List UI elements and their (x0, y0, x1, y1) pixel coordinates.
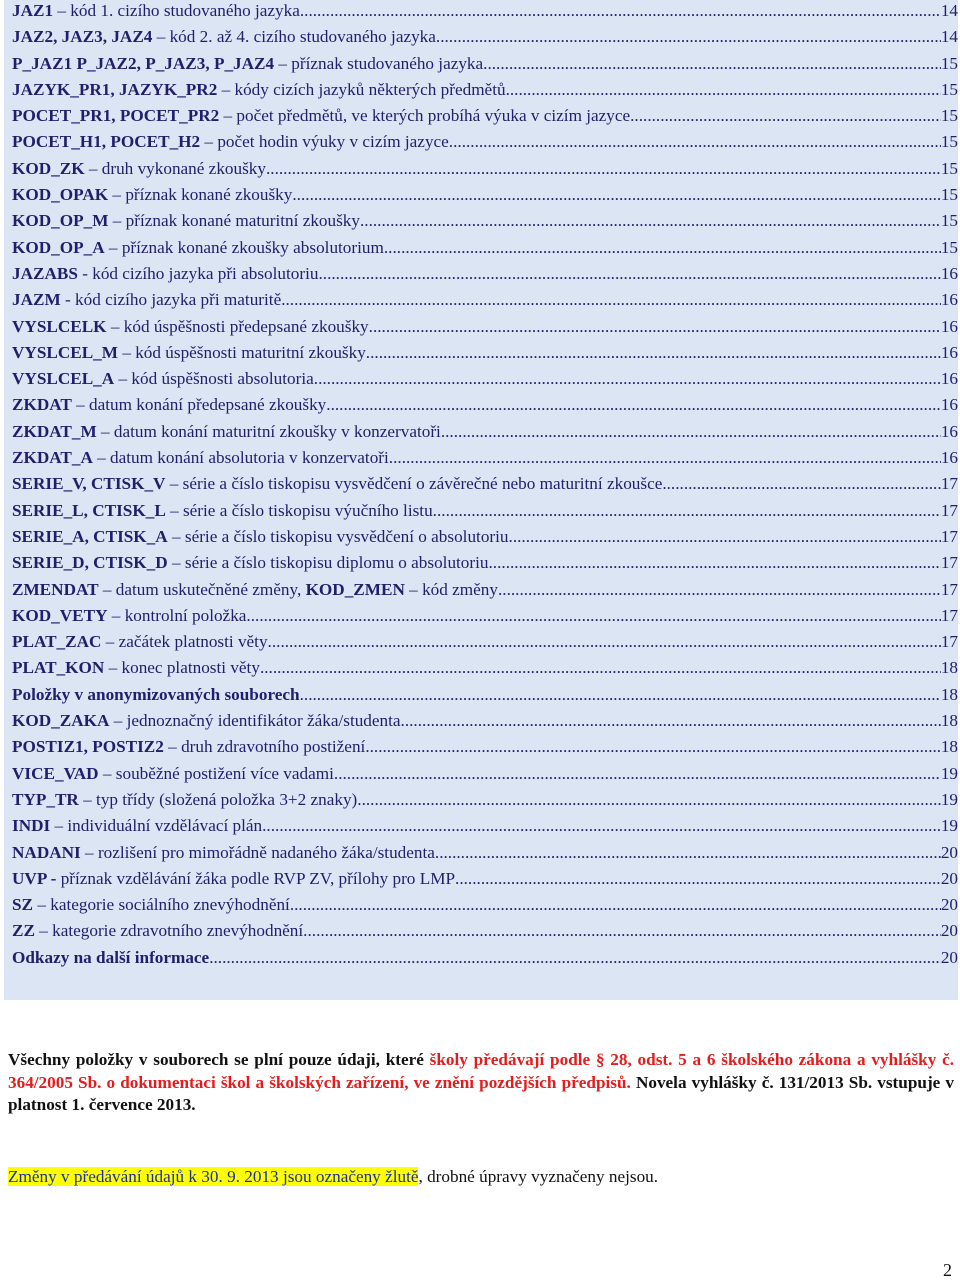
toc-entry-title (12, 211, 360, 231)
toc-entry-code: VICE_VAD (12, 763, 99, 783)
toc-entry-code: TYP_TR (12, 789, 79, 809)
toc-entry-description: – příznak konané zkoušky (108, 185, 293, 205)
toc-entry[interactable] (12, 1, 958, 27)
toc-leader-dots (290, 895, 941, 915)
toc-entry[interactable] (12, 80, 958, 106)
toc-entry-title (12, 369, 314, 389)
toc-leader-dots (281, 290, 941, 310)
toc-entry-code: ZMENDAT (12, 579, 99, 599)
toc-entry-code: ZZ (12, 921, 35, 941)
toc-leader-dots (334, 764, 941, 784)
toc-entry-title (12, 501, 433, 521)
toc-entry-code: POSTIZ1, POSTIZ2 (12, 737, 164, 757)
toc-leader-dots (268, 632, 941, 652)
toc-entry-description: – kategorie zdravotního znevýhodnění (34, 921, 304, 941)
toc-entry-description: – kontrolní položka (107, 605, 247, 625)
toc-entry-code: KOD_VETY (12, 605, 108, 625)
toc-entry[interactable] (12, 211, 958, 237)
toc-entry-description: - kód cizího jazyka při maturitě (60, 290, 282, 310)
toc-leader-dots (266, 159, 941, 179)
toc-entry-code: JAZABS (12, 263, 78, 283)
section-sign: § (595, 1050, 605, 1069)
toc-entry-title (12, 737, 365, 757)
toc-entry-description: – kód úspěšnosti maturitní zkoušky (118, 342, 366, 362)
toc-entry[interactable] (12, 527, 958, 553)
toc-entry-description: – série a číslo tiskopisu diplomu o absolutoriu (167, 553, 489, 573)
toc-entry[interactable] (12, 448, 958, 474)
toc-page-number: 19 (940, 816, 958, 836)
toc-entry[interactable] (12, 764, 958, 790)
toc-page-number: 19 (940, 763, 958, 783)
toc-page-number: 16 (940, 290, 958, 310)
toc-entry-description: - kód cizího jazyka při absolutoriu (77, 263, 319, 283)
toc-entry-description: – datum konání absolutoria v konzervatoři (92, 448, 389, 468)
toc-page-number: 15 (940, 53, 958, 73)
toc-entry-description: – začátek platnosti věty (101, 632, 268, 652)
toc-entry-code: POCET_PR1, POCET_PR2 (12, 106, 220, 126)
toc-entry-description: – kódy cizích jazyků některých předmětů (217, 79, 506, 99)
toc-entry-description: – datum konání předepsané zkoušky (71, 395, 327, 415)
toc-leader-dots (209, 948, 941, 968)
toc-entry[interactable] (12, 238, 958, 264)
toc-entry-title (12, 921, 303, 941)
toc-entry-description: – individuální vzdělávací plán (50, 816, 263, 836)
toc-list (12, 1, 958, 974)
toc-entry-description: – počet hodin výuky v cizím jazyce (200, 132, 449, 152)
toc-entry-title (12, 238, 384, 258)
toc-page-number: 17 (940, 526, 958, 546)
toc-entry-description: – konec platnosti věty (104, 658, 260, 678)
toc-entry[interactable] (12, 553, 958, 579)
toc-entry-code: JAZ2, JAZ3, JAZ4 (12, 27, 153, 47)
toc-leader-dots (441, 422, 941, 442)
toc-leader-dots (401, 711, 941, 731)
toc-entry-title (12, 290, 281, 310)
toc-entry-code: POCET_H1, POCET_H2 (12, 132, 201, 152)
toc-entry-description: – typ třídy (složená položka 3+2 znaky) (78, 789, 358, 809)
toc-entry-description: – kód změny (404, 579, 498, 599)
toc-leader-dots (303, 921, 941, 941)
toc-entry[interactable] (12, 606, 958, 632)
toc-page-number: 15 (940, 185, 958, 205)
toc-entry-title (12, 843, 435, 863)
notice-red-text: školy předávají podle (429, 1050, 596, 1069)
toc-entry-title (12, 422, 441, 442)
toc-entry[interactable] (12, 501, 958, 527)
toc-leader-dots (369, 317, 941, 337)
toc-entry-description: – souběžné postižení více vadami (98, 763, 334, 783)
toc-entry-code: Odkazy na další informace (12, 947, 210, 967)
toc-entry-description: příznak vzdělávání žáka podle RVP ZV, přílohy pro LMP (60, 868, 456, 888)
toc-leader-dots (389, 448, 941, 468)
toc-page-number: 15 (940, 132, 958, 152)
toc-leader-dots (357, 790, 941, 810)
toc-leader-dots (300, 685, 941, 705)
toc-entry-description: – příznak konané zkoušky absolutorium (104, 237, 384, 257)
toc-page-number: 15 (940, 237, 958, 257)
toc-entry[interactable] (12, 632, 958, 658)
toc-entry-description: – příznak konané maturitní zkoušky (108, 211, 360, 231)
toc-entry-code: ZKDAT (12, 395, 72, 415)
toc-entry-title (12, 317, 369, 337)
changes-note (8, 1167, 658, 1187)
toc-entry-code: SERIE_D, CTISK_D (12, 553, 168, 573)
toc-page-number: 16 (940, 263, 958, 283)
toc-entry[interactable] (12, 290, 958, 316)
toc-page-number: 20 (940, 921, 958, 941)
toc-page-number: 15 (940, 79, 958, 99)
changes-note-rest: , drobné úpravy vyznačeny nejsou. (418, 1167, 659, 1186)
toc-entry[interactable] (12, 264, 958, 290)
notice-amendment: Novela vyhlášky č. 131/2013 Sb. vstupuje v platnost 1. července 2013. (8, 1072, 954, 1114)
toc-entry-title (12, 816, 262, 836)
toc-page-number: 16 (940, 395, 958, 415)
toc-entry-code: SERIE_L, CTISK_L (12, 500, 166, 520)
toc-leader-dots (314, 369, 941, 389)
toc-entry-code: PLAT_KON (12, 658, 105, 678)
toc-entry-code: UVP - (12, 868, 61, 888)
toc-entry-description: – kód 1. cizího studovaného jazyka (53, 1, 300, 20)
toc-entry-code: PLAT_ZAC (12, 632, 102, 652)
toc-entry-description: – kategorie sociálního znevýhodnění (33, 895, 290, 915)
toc-page-number: 16 (940, 369, 958, 389)
toc-page-number: 15 (940, 158, 958, 178)
toc-entry-title (12, 54, 483, 74)
toc-entry-title (12, 343, 366, 363)
toc-page-number: 15 (940, 211, 958, 231)
toc-entry[interactable] (12, 106, 958, 132)
toc-entry-code: KOD_OPAK (12, 185, 109, 205)
toc-entry-code: KOD_OP_M (12, 211, 109, 231)
toc-leader-dots (489, 553, 941, 573)
toc-entry[interactable] (12, 790, 958, 816)
toc-page-number: 20 (940, 947, 958, 967)
toc-entry-title (12, 106, 630, 126)
toc-page-number: 17 (940, 632, 958, 652)
toc-entry-description: – počet předmětů, ve kterých probíhá výuka v cizím jazyce (219, 106, 631, 126)
toc-page-number: 17 (940, 605, 958, 625)
toc-entry-description: – série a číslo tiskopisu vysvědčení o absolutoriu (167, 526, 509, 546)
toc-page-number: 15 (940, 106, 958, 126)
toc-entry-description: – série a číslo tiskopisu výučního listu (165, 500, 433, 520)
toc-entry-code: P_JAZ1 P_JAZ2, P_JAZ3, P_JAZ4 (12, 53, 275, 73)
toc-entry[interactable] (12, 711, 958, 737)
toc-entry-code: KOD_ZK (12, 158, 85, 178)
toc-page-number: 20 (940, 868, 958, 888)
toc-entry-title (12, 658, 260, 678)
toc-entry[interactable] (12, 54, 958, 80)
toc-page-number: 20 (940, 895, 958, 915)
toc-entry-description: – jednoznačný identifikátor žáka/studenta (109, 711, 401, 731)
toc-entry-title (12, 527, 509, 547)
toc-page-number: 14 (940, 1, 958, 20)
toc-entry[interactable] (12, 395, 958, 421)
toc-leader-dots (506, 80, 941, 100)
toc-leader-dots (435, 843, 941, 863)
toc-page-number: 18 (940, 711, 958, 731)
toc-entry-title (12, 711, 401, 731)
toc-leader-dots (630, 106, 941, 126)
highlighted-changes-text: Změny v předávání údajů k 30. 9. 2013 jsou označeny žlutě (8, 1167, 419, 1186)
toc-entry-title (12, 606, 246, 626)
toc-entry[interactable] (12, 185, 958, 211)
toc-entry[interactable] (12, 869, 958, 895)
toc-entry[interactable] (12, 132, 958, 158)
toc-leader-dots (433, 501, 941, 521)
toc-entry-description: – datum uskutečněné změny, (98, 579, 306, 599)
toc-entry[interactable] (12, 27, 958, 53)
toc-entry-code: ZKDAT_A (12, 448, 93, 468)
toc-entry[interactable] (12, 921, 958, 947)
notice-text: Všechny položky v souborech se plní pouze údaji, které (8, 1050, 430, 1069)
toc-entry-title (12, 185, 292, 205)
toc-page-number: 18 (940, 658, 958, 678)
toc-entry[interactable] (12, 816, 958, 842)
toc-entry-code: KOD_ZMEN (305, 579, 405, 599)
toc-entry-code: JAZ1 (12, 1, 54, 20)
toc-entry-title (12, 159, 266, 179)
toc-entry[interactable] (12, 422, 958, 448)
toc-entry-code: VYSLCEL_A (12, 369, 115, 389)
toc-entry-code: JAZM (12, 290, 61, 310)
toc-entry-code: KOD_OP_A (12, 237, 105, 257)
toc-entry[interactable] (12, 948, 958, 974)
toc-leader-dots (483, 54, 941, 74)
toc-entry-title (12, 474, 662, 494)
toc-entry-description: – druh zdravotního postižení (163, 737, 366, 757)
toc-page-number: 20 (940, 842, 958, 862)
toc-entry[interactable] (12, 474, 958, 500)
toc-entry-description: – rozlišení pro mimořádně nadaného žáka/studenta (80, 842, 435, 862)
toc-page-number: 16 (940, 421, 958, 441)
toc-entry-title (12, 553, 489, 573)
toc-leader-dots (662, 474, 940, 494)
toc-entry-title (12, 80, 506, 100)
toc-entry[interactable] (12, 369, 958, 395)
toc-entry-code: JAZYK_PR1, JAZYK_PR2 (12, 79, 218, 99)
toc-entry-description: – příznak studovaného jazyka (274, 53, 484, 73)
toc-leader-dots (384, 238, 941, 258)
toc-entry-description: – kód 2. až 4. cizího studovaného jazyka (152, 27, 436, 47)
toc-page-number: 18 (940, 737, 958, 757)
toc-entry-code: SZ (12, 895, 34, 915)
toc-entry-code: ZKDAT_M (12, 421, 97, 441)
toc-leader-dots (326, 395, 941, 415)
toc-entry-description: – kód úspěšnosti absolutoria (114, 369, 314, 389)
toc-leader-dots (246, 606, 940, 626)
toc-entry-description: – série a číslo tiskopisu vysvědčení o závěrečné nebo maturitní zkoušce (165, 474, 663, 494)
toc-entry-title (12, 948, 209, 968)
toc-page-number: 18 (940, 684, 958, 704)
toc-entry[interactable] (12, 895, 958, 921)
toc-page-number: 17 (940, 553, 958, 573)
toc-leader-dots (436, 27, 941, 47)
toc-page-number: 17 (940, 474, 958, 494)
toc-entry[interactable] (12, 685, 958, 711)
toc-entry[interactable] (12, 580, 958, 606)
toc-leader-dots (360, 211, 941, 231)
toc-entry-title (12, 895, 290, 915)
toc-leader-dots (498, 580, 941, 600)
toc-leader-dots (292, 185, 940, 205)
toc-entry-title (12, 632, 268, 652)
table-of-contents (4, 0, 958, 1000)
toc-page-number: 16 (940, 342, 958, 362)
toc-leader-dots (260, 658, 941, 678)
toc-entry-title (12, 580, 498, 600)
toc-leader-dots (509, 527, 941, 547)
toc-entry-code: SERIE_V, CTISK_V (12, 474, 166, 494)
toc-entry[interactable] (12, 843, 958, 869)
toc-entry[interactable] (12, 737, 958, 763)
toc-entry-code: VYSLCELK (12, 316, 107, 336)
toc-leader-dots (366, 343, 941, 363)
toc-leader-dots (300, 1, 941, 21)
page-number: 2 (943, 1260, 952, 1280)
notice-paragraph (8, 1049, 954, 1117)
toc-page-number: 16 (940, 316, 958, 336)
toc-leader-dots (318, 264, 940, 284)
toc-entry-title (12, 1, 300, 21)
toc-entry-title (12, 685, 300, 705)
toc-entry-title (12, 764, 334, 784)
toc-page-number: 17 (940, 579, 958, 599)
toc-leader-dots (455, 869, 941, 889)
toc-entry[interactable] (12, 658, 958, 684)
toc-entry-code: SERIE_A, CTISK_A (12, 526, 168, 546)
toc-entry[interactable] (12, 343, 958, 369)
toc-entry-title (12, 264, 318, 284)
toc-entry-title (12, 395, 326, 415)
notice-red-reference: 28, odst. 5 a 6 školského zákona a vyhlášky č. 364/2005 Sb. o dokumentaci škol a školských zařízení, ve znění pozdějších předpisů. (8, 1050, 954, 1092)
toc-entry-title (12, 132, 449, 152)
toc-entry-code: KOD_ZAKA (12, 711, 110, 731)
toc-page-number: 19 (940, 789, 958, 809)
toc-entry-description: – datum konání maturitní zkoušky v konzervatoři (96, 421, 441, 441)
toc-page-number: 14 (940, 27, 958, 47)
toc-entry[interactable] (12, 159, 958, 185)
toc-entry-title (12, 790, 357, 810)
toc-entry-code: VYSLCEL_M (12, 342, 119, 362)
toc-entry-code: INDI (12, 816, 51, 836)
toc-page-number: 16 (940, 448, 958, 468)
toc-entry-code: NADANI (12, 842, 81, 862)
toc-entry-title (12, 869, 455, 889)
toc-entry-code: Položky v anonymizovaných souborech (12, 684, 300, 704)
toc-leader-dots (365, 737, 941, 757)
toc-leader-dots (262, 816, 941, 836)
toc-entry-title (12, 27, 436, 47)
toc-entry-description: – kód úspěšnosti předepsané zkoušky (106, 316, 369, 336)
toc-entry-title (12, 448, 389, 468)
toc-page-number: 17 (940, 500, 958, 520)
toc-entry[interactable] (12, 317, 958, 343)
toc-entry-description: – druh vykonané zkoušky (84, 158, 266, 178)
toc-leader-dots (449, 132, 941, 152)
